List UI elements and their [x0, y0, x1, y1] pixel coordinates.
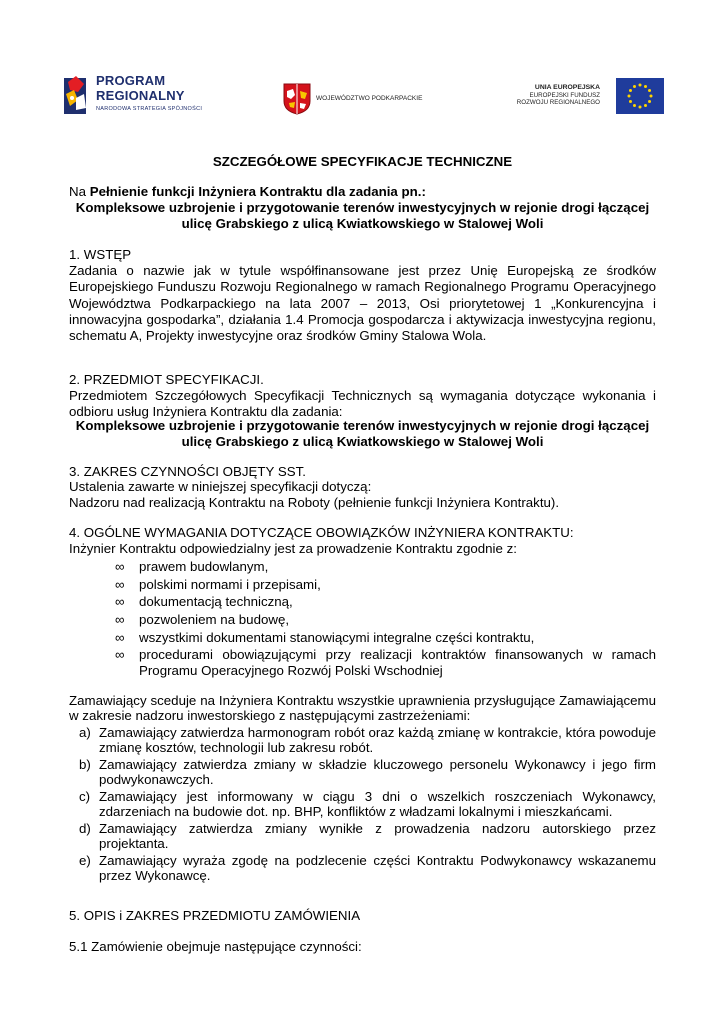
section2-heading: 2. PRZEDMIOT SPECYFIKACJI. — [69, 372, 264, 387]
list-item-text: procedurami obowiązującymi przy realizacji kontraktów finansowanych w ramach Programu Operacyjnego Rozwój Polski Wschodniej — [139, 647, 656, 678]
infinity-bullet-icon: ∞ — [115, 594, 125, 610]
coat-of-arms-icon — [283, 83, 311, 115]
infinity-bullet-icon: ∞ — [115, 629, 125, 645]
list-item-text: Zamawiający wyraża zgodę na podzlecenie części Kontraktu Podwykonawcy wskazanemu przez Wykonawcę. — [99, 853, 656, 884]
eu-star-icon — [639, 84, 642, 87]
list-item — [69, 757, 656, 789]
infinity-bullet-icon: ∞ — [115, 647, 125, 663]
eu-star-icon — [650, 95, 653, 98]
eu-star-icon — [639, 106, 642, 109]
eu-star-icon — [633, 104, 636, 107]
section2-text: Przedmiotem Szczegółowych Specyfikacji Technicznych są wymagania dotyczące wykonania i odbioru usług Inżyniera Kontraktu dla zadania: — [69, 388, 656, 419]
intro-prefix: Na — [69, 184, 90, 199]
section4-heading: 4. OGÓLNE WYMAGANIA DOTYCZĄCE OBOWIĄZKÓW INŻYNIERA KONTRAKTU: — [69, 525, 574, 540]
program-regionalny-mark-icon — [64, 72, 90, 116]
program-line2: REGIONALNY — [96, 88, 185, 103]
eu-star-icon — [644, 104, 647, 107]
section51-heading: 5.1 Zamówienie obejmuje następujące czynności: — [69, 939, 362, 954]
list-item — [69, 594, 656, 612]
intro-line — [69, 184, 656, 199]
eu-line2: EUROPEJSKI FUNDUSZ — [529, 91, 600, 99]
list-item — [69, 612, 656, 630]
section1-text: Zadania o nazwie jak w tytule współfinansowane jest przez Unię Europejską ze środków Europejskiego Funduszu Rozwoju Regionalnego w ramach Regionalnego Programu Operacyjnego Województwa Podkarpackiego na lata 2007 – 2013, Osi priorytetowej 1 „Konkurencyjna i innowacyjna gospodarka”, działania 1.4 Promocja gospodarcza i aktywizacja inwestycyjna regionu, schematu A, Projekty inwestycyjne oraz środków Gminy Stalowa Wola. — [69, 263, 656, 344]
section3-heading: 3. ZAKRES CZYNNOŚCI OBJĘTY SST. — [69, 464, 306, 479]
wojewodztwo-name: WOJEWÓDZTWO PODKARPACKIE — [316, 95, 423, 102]
program-regionalny-logo — [64, 70, 214, 120]
eu-flag-icon — [616, 78, 664, 114]
section3-line2: Nadzoru nad realizacją Kontraktu na Roboty (pełnienie funkcji Inżyniera Kontraktu). — [69, 495, 560, 510]
intro-bold: Pełnienie funkcji Inżyniera Kontraktu dla zadania pn.: — [89, 184, 426, 199]
list-item-text: pozwoleniem na budowę, — [139, 612, 290, 628]
list-item-text: prawem budowlanym, — [139, 559, 269, 574]
list-item-text: polskimi normami i przepisami, — [139, 576, 321, 592]
list-item-text: Zamawiający zatwierdza zmiany wynikłe z prowadzenia nadzoru autorskiego przez projektanta. — [99, 821, 656, 852]
list-item-label: a) — [79, 725, 91, 740]
section4-bullet-list — [69, 559, 656, 678]
section3-line1: Ustalenia zawarte w niniejszej specyfikacji dotyczą: — [69, 479, 372, 494]
section4-intro: Inżynier Kontraktu odpowiedzialny jest za prowadzenie Kontraktu zgodnie z: — [69, 541, 517, 556]
eu-star-icon — [633, 85, 636, 88]
list-item-label: e) — [79, 853, 91, 868]
list-item-text: wszystkimi dokumentami stanowiącymi integralne części kontraktu, — [139, 629, 535, 645]
list-item-label: c) — [79, 789, 91, 804]
project-name-line2: ulicę Grabskiego z ulicą Kwiatkowskiego w Stalowej Woli — [181, 216, 544, 231]
list-item — [69, 853, 656, 885]
list-item — [69, 789, 656, 821]
program-line3: NARODOWA STRATEGIA SPÓJNOŚCI — [96, 106, 203, 112]
list-item — [69, 647, 656, 677]
wojewodztwo-logo — [283, 83, 443, 117]
eu-logo — [508, 78, 658, 118]
list-item-text: Zamawiający jest informowany w ciągu 3 dni o wszelkich roszczeniach Wykonawcy, zdarzeniach na budowie dot. np. BHP, konfliktów z władzami lokalnymi i mieszkańcami. — [99, 789, 656, 820]
list-item-text: dokumentacją techniczną, — [139, 594, 293, 610]
list-item — [69, 630, 656, 648]
eu-star-icon — [648, 100, 651, 103]
infinity-bullet-icon: ∞ — [115, 612, 125, 628]
section1-heading: 1. WSTĘP — [69, 247, 132, 262]
project-name-line1: Kompleksowe uzbrojenie i przygotowanie terenów inwestycyjnych w rejonie drogi łączącej — [75, 200, 650, 215]
eu-star-icon — [644, 85, 647, 88]
list-item — [69, 559, 656, 577]
section5-heading: 5. OPIS i ZAKRES PRZEDMIOTU ZAMÓWIENIA — [69, 908, 361, 923]
eu-line3: ROZWOJU REGIONALNEGO — [516, 99, 600, 106]
section2-project-line1: Kompleksowe uzbrojenie i przygotowanie terenów inwestycyjnych w rejonie drogi łączącej — [75, 418, 650, 433]
page-title: SZCZEGÓŁOWE SPECYFIKACJE TECHNICZNE — [212, 154, 513, 169]
section4-paragraph: Zamawiający sceduje na Inżyniera Kontraktu wszystkie uprawnienia przysługujące Zamawiającemu w zakresie nadzoru inwestorskiego z następującymi zastrzeżeniami: — [69, 693, 656, 724]
section4-alpha-list — [69, 725, 656, 885]
list-item-text: Zamawiający zatwierdza zmiany w składzie kluczowego personelu Wykonawcy i jego firm podwykonawczych. — [99, 757, 656, 788]
list-item-label: d) — [79, 821, 91, 836]
eu-star-icon — [629, 100, 632, 103]
list-item — [69, 577, 656, 595]
eu-line1: UNIA EUROPEJSKA — [534, 84, 600, 91]
eu-star-icon — [648, 89, 651, 92]
eu-text — [517, 84, 600, 107]
eu-star-icon — [629, 89, 632, 92]
section2-project-line2: ulicę Grabskiego z ulicą Kwiatkowskiego w Stalowej Woli — [181, 434, 544, 449]
list-item-text: Zamawiający zatwierdza harmonogram robót oraz każdą zmianę w kontrakcie, która powoduje zmianę kosztów, technologii lub zakresu robót. — [99, 725, 656, 756]
list-item — [69, 821, 656, 853]
eu-star-icon — [628, 95, 631, 98]
list-item-label: b) — [79, 757, 91, 772]
infinity-bullet-icon: ∞ — [115, 559, 125, 574]
list-item — [69, 725, 656, 757]
program-line1: PROGRAM — [96, 73, 166, 88]
infinity-bullet-icon: ∞ — [115, 576, 125, 592]
logo-header — [0, 0, 724, 130]
